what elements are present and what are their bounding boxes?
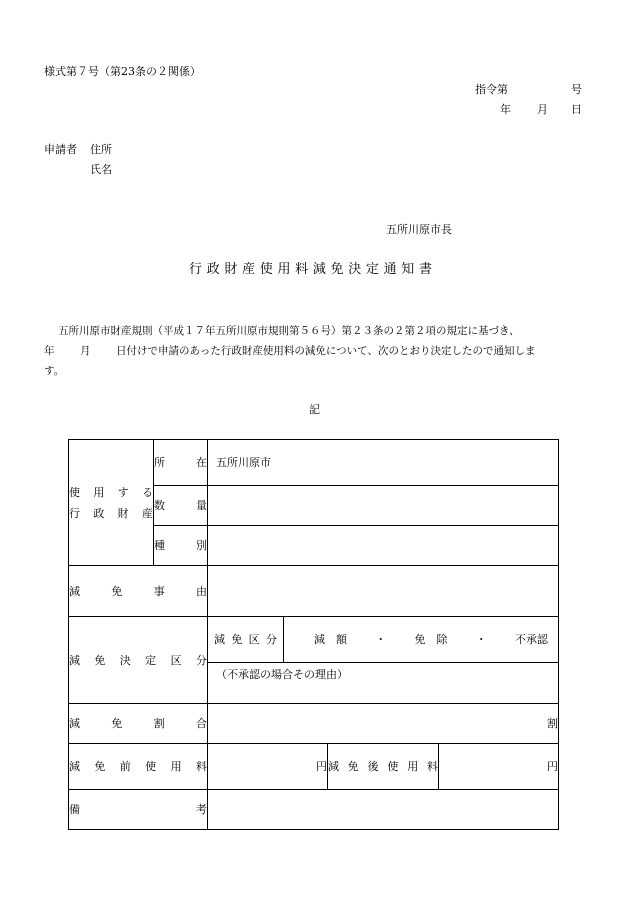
decision-label-char: 免 bbox=[94, 653, 106, 667]
quantity-label-char: 量 bbox=[196, 499, 207, 512]
rate-label-char: 免 bbox=[111, 717, 123, 730]
body-line-2-year: 年 bbox=[44, 345, 55, 357]
before-fee-label-char: 料 bbox=[195, 760, 207, 773]
property-group-label bbox=[69, 440, 154, 566]
decision-sub-label-char: 区 bbox=[248, 633, 260, 646]
title-char: 使 bbox=[259, 262, 273, 277]
title-char: 免 bbox=[330, 262, 344, 277]
title-char: 料 bbox=[295, 262, 309, 277]
rate-unit: 割 bbox=[208, 704, 559, 744]
reason-label bbox=[69, 566, 208, 617]
date-year: 年 bbox=[500, 103, 511, 116]
quantity-label bbox=[154, 486, 208, 526]
rate-label bbox=[69, 704, 208, 744]
after-fee-label-char: 用 bbox=[407, 760, 419, 773]
decision-option-char: 免 除 bbox=[414, 633, 448, 646]
remarks-value bbox=[208, 790, 559, 830]
date-day: 日 bbox=[571, 103, 582, 116]
location-label bbox=[154, 440, 208, 486]
title-char: 行 bbox=[189, 262, 203, 277]
after-fee-label-char: 免 bbox=[347, 760, 359, 773]
after-fee-label-char: 後 bbox=[367, 760, 379, 773]
decision-note: （不承認の場合その理由） bbox=[208, 663, 559, 704]
body-line-2-month: 月 bbox=[80, 345, 91, 357]
applicant-label: 申請者 bbox=[44, 143, 77, 156]
location-label-char: 在 bbox=[196, 456, 207, 469]
decision-label-char: 区 bbox=[170, 653, 182, 667]
category-label-char: 種 bbox=[154, 539, 165, 552]
rate-label-char: 減 bbox=[69, 717, 80, 730]
remarks-label-char: 考 bbox=[196, 803, 207, 816]
title-char: 定 bbox=[365, 262, 379, 277]
title-char: 書 bbox=[418, 262, 432, 277]
decision-sub-label-char: 減 bbox=[214, 633, 225, 646]
reason-label-char: 免 bbox=[111, 584, 123, 598]
issuer: 五所川原市長 bbox=[386, 223, 452, 236]
property-group-line2-char: 政 bbox=[93, 506, 105, 520]
ki-mark: 記 bbox=[309, 403, 320, 416]
location-label-char: 所 bbox=[154, 456, 165, 469]
remarks-label bbox=[69, 790, 208, 830]
body-line-3: す。 bbox=[44, 365, 65, 377]
decision-sub-label-char: 分 bbox=[265, 633, 277, 646]
decision-label-char: 分 bbox=[195, 653, 207, 667]
property-group-line1-char: 使 bbox=[69, 485, 80, 499]
decision-sub-label bbox=[208, 617, 284, 663]
after-fee-label-char: 使 bbox=[387, 760, 399, 773]
decision-options bbox=[284, 617, 559, 663]
after-fee-unit: 円 bbox=[439, 744, 559, 790]
before-fee-label bbox=[69, 744, 208, 790]
body-line-1: 五所川原市財産規則（平成１７年五所川原市規則第５６号）第２３条の２第２項の規定に基づき、 bbox=[58, 325, 520, 337]
property-group-line2-char: 行 bbox=[69, 506, 80, 520]
before-fee-label-char: 免 bbox=[94, 760, 106, 773]
after-fee-label bbox=[328, 744, 439, 790]
reason-label-char: 事 bbox=[153, 584, 165, 598]
decision-label bbox=[69, 617, 208, 704]
body-line-2-rest: 日付けで申請のあった行政財産使用料の減免について、次のとおり決定したので通知しま bbox=[116, 345, 536, 357]
directive-label: 指令第 bbox=[475, 83, 508, 96]
title-char: 減 bbox=[312, 262, 326, 277]
before-fee-unit: 円 bbox=[208, 744, 328, 790]
category-label bbox=[154, 526, 208, 566]
title-char: 産 bbox=[242, 262, 256, 277]
property-group-line2-char: 財 bbox=[117, 506, 129, 520]
rate-label-char: 割 bbox=[153, 717, 165, 730]
before-fee-label-char: 用 bbox=[170, 760, 182, 773]
before-fee-label-char: 使 bbox=[145, 760, 157, 773]
before-fee-label-char: 前 bbox=[119, 760, 131, 773]
decision-sub-label-char: 免 bbox=[231, 633, 243, 646]
form-table bbox=[68, 439, 559, 830]
document-title bbox=[189, 263, 432, 276]
before-fee-label-char: 減 bbox=[69, 760, 80, 773]
applicant-address-label: 住所 bbox=[90, 143, 112, 156]
property-group-line1-char: 用 bbox=[93, 485, 105, 499]
property-group-line1-char: す bbox=[117, 485, 129, 499]
quantity-label-char: 数 bbox=[154, 499, 165, 512]
decision-option-char: 不承認 bbox=[515, 633, 548, 646]
decision-label-char: 減 bbox=[69, 653, 80, 667]
decision-option-char: ・ bbox=[375, 633, 387, 646]
decision-option-char: ・ bbox=[475, 633, 487, 646]
category-value bbox=[208, 526, 559, 566]
property-group-line2-char: 産 bbox=[141, 506, 153, 520]
title-char: 政 bbox=[206, 262, 220, 277]
reason-label-char: 由 bbox=[195, 584, 207, 598]
decision-label-char: 定 bbox=[145, 653, 157, 667]
reason-value bbox=[208, 566, 559, 617]
decision-option-char: 減 額 bbox=[314, 633, 347, 646]
decision-label-char: 決 bbox=[119, 653, 131, 667]
title-char: 通 bbox=[383, 262, 397, 277]
rate-label-char: 合 bbox=[195, 717, 207, 730]
form-number: 様式第７号（第23条の２関係） bbox=[44, 65, 201, 78]
reason-label-char: 減 bbox=[69, 584, 80, 598]
title-char: 知 bbox=[401, 262, 415, 277]
date-month: 月 bbox=[537, 103, 548, 116]
property-group-line1-char: る bbox=[141, 485, 153, 499]
applicant-name-label: 氏名 bbox=[90, 163, 112, 176]
quantity-value bbox=[208, 486, 559, 526]
title-char: 財 bbox=[224, 262, 238, 277]
after-fee-label-char: 減 bbox=[328, 760, 339, 773]
category-label-char: 別 bbox=[196, 539, 207, 552]
after-fee-label-char: 料 bbox=[426, 760, 438, 773]
remarks-label-char: 備 bbox=[69, 803, 80, 816]
directive-suffix: 号 bbox=[571, 83, 582, 96]
title-char: 決 bbox=[348, 262, 362, 277]
location-value: 五所川原市 bbox=[208, 440, 559, 486]
title-char: 用 bbox=[277, 262, 291, 277]
